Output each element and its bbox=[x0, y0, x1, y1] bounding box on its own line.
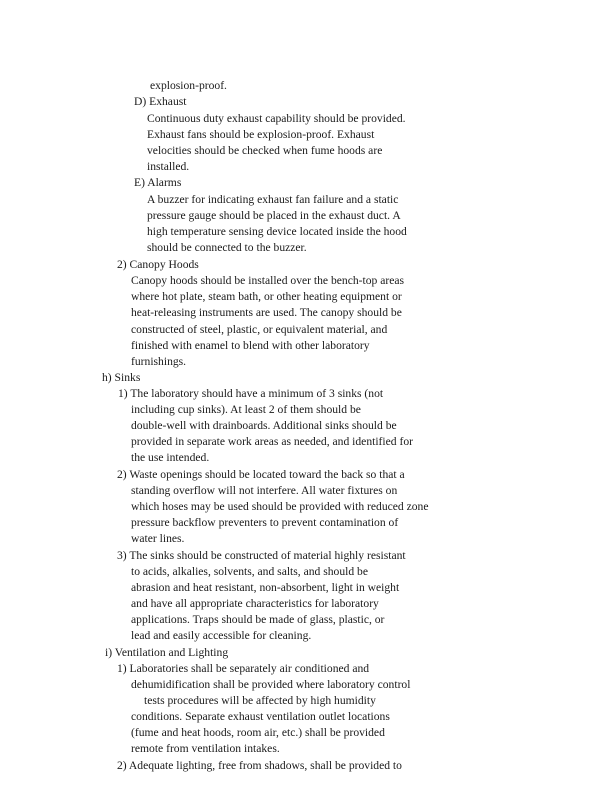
text-line: 2) Waste openings should be located toward the back so that a bbox=[117, 468, 405, 481]
text-line: Canopy hoods should be installed over the bench-top areas bbox=[131, 274, 405, 287]
text-line: heat-releasing instruments are used. The canopy should be bbox=[131, 306, 402, 319]
text-line: constructed of steel, plastic, or equivalent material, and bbox=[131, 323, 388, 336]
heading-exhaust: D) Exhaust bbox=[134, 95, 187, 108]
text-line: 1) Laboratories shall be separately air conditioned and bbox=[117, 662, 370, 675]
text-line: water lines. bbox=[131, 532, 185, 545]
text-line: 3) The sinks should be constructed of material highly resistant bbox=[117, 549, 406, 562]
text-line: remote from ventilation intakes. bbox=[131, 742, 280, 755]
text-line: double-well with drainboards. Additional sinks should be bbox=[131, 419, 397, 432]
text-line: furnishings. bbox=[131, 355, 187, 368]
text-line: which hoses may be used should be provided with reduced zone bbox=[131, 500, 429, 513]
text-line: where hot plate, steam bath, or other heating equipment or bbox=[131, 290, 402, 303]
heading-alarms: E) Alarms bbox=[134, 176, 182, 189]
heading-canopy-hoods: 2) Canopy Hoods bbox=[117, 258, 199, 271]
text-line: installed. bbox=[147, 160, 190, 173]
text-line: pressure gauge should be placed in the exhaust duct. A bbox=[147, 209, 401, 222]
text-line: abrasion and heat resistant, non-absorbent, light in weight bbox=[131, 581, 400, 594]
text-line: conditions. Separate exhaust ventilation outlet locations bbox=[131, 710, 390, 723]
text-line: pressure backflow preventers to prevent contamination of bbox=[131, 516, 399, 529]
text-line: finished with enamel to blend with other laboratory bbox=[131, 339, 370, 352]
text-line: applications. Traps should be made of glass, plastic, or bbox=[131, 613, 385, 626]
text-line: high temperature sensing device located inside the hood bbox=[147, 225, 407, 238]
text-line: lead and easily accessible for cleaning. bbox=[131, 629, 312, 642]
text-line: provided in separate work areas as needed, and identified for bbox=[131, 435, 413, 448]
text-line: explosion-proof. bbox=[150, 79, 227, 92]
text-line: to acids, alkalies, solvents, and salts, and should be bbox=[131, 565, 368, 578]
text-line: A buzzer for indicating exhaust fan failure and a static bbox=[147, 193, 399, 206]
text-line: 2) Adequate lighting, free from shadows, shall be provided to bbox=[117, 759, 402, 772]
text-line: Continuous duty exhaust capability should be provided. bbox=[147, 112, 406, 125]
text-line: 1) The laboratory should have a minimum of 3 sinks (not bbox=[118, 387, 384, 400]
heading-ventilation-lighting: i) Ventilation and Lighting bbox=[105, 646, 229, 659]
text-line: (fume and heat hoods, room air, etc.) shall be provided bbox=[131, 726, 385, 739]
text-line: including cup sinks). At least 2 of them should be bbox=[131, 403, 361, 416]
text-line: velocities should be checked when fume hoods are bbox=[147, 144, 383, 157]
text-line: should be connected to the buzzer. bbox=[147, 241, 307, 254]
heading-sinks: h) Sinks bbox=[102, 371, 141, 384]
text-line: Exhaust fans should be explosion-proof. Exhaust bbox=[147, 128, 375, 141]
text-line: dehumidification shall be provided where laboratory control bbox=[131, 678, 411, 691]
text-line: standing overflow will not interfere. All water fixtures on bbox=[131, 484, 398, 497]
text-line: tests procedures will be affected by high humidity bbox=[144, 694, 376, 707]
text-line: the use intended. bbox=[131, 451, 210, 464]
text-line: and have all appropriate characteristics for laboratory bbox=[131, 597, 379, 610]
